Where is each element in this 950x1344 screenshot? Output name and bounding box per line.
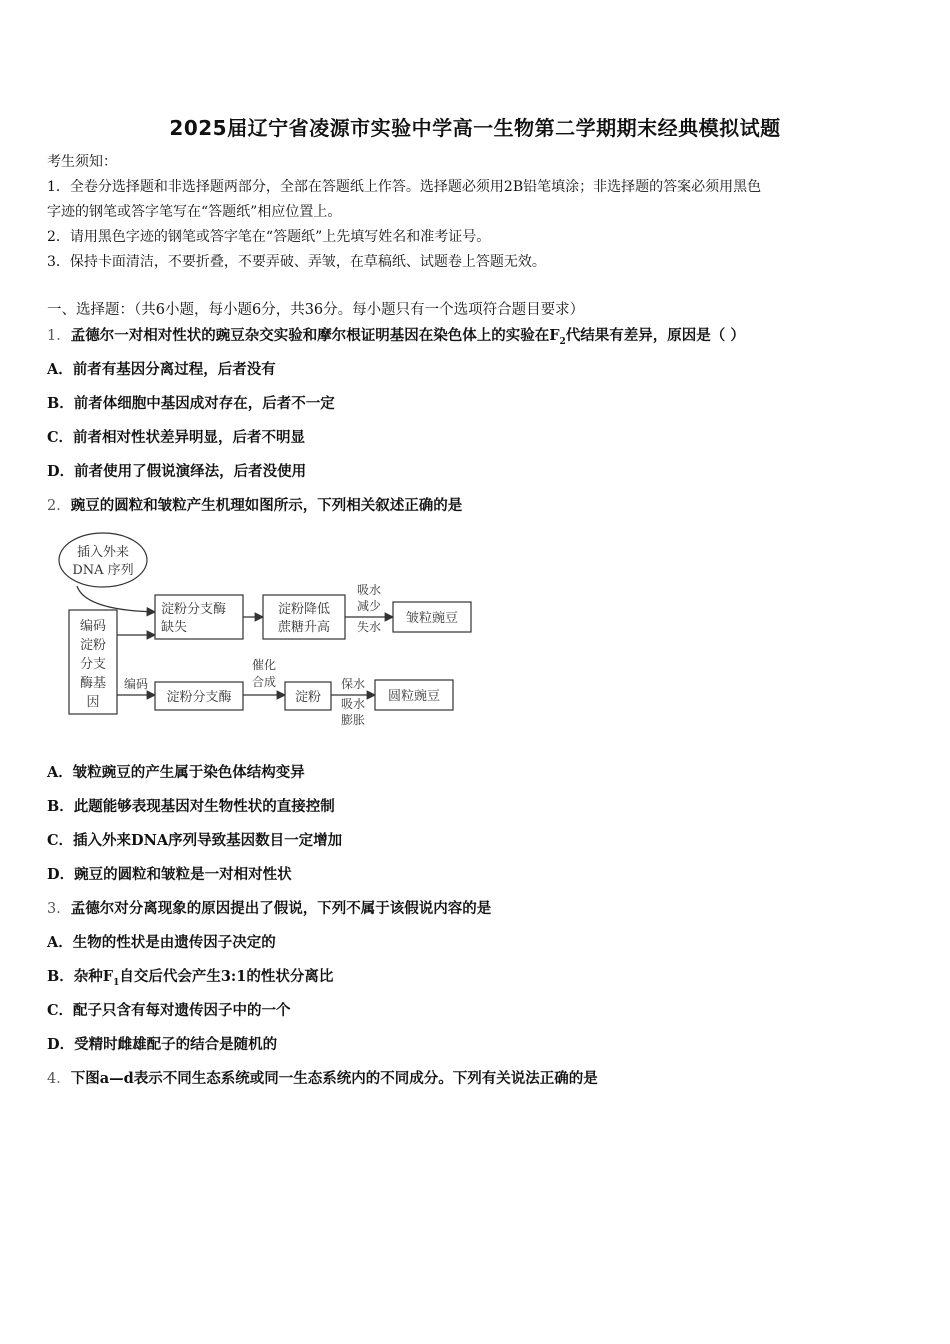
bubble-text-1: 插入外来 (76, 545, 130, 560)
keep-water-label: 保水 (340, 677, 366, 691)
enzyme-missing-text-2: 缺失 (161, 620, 188, 635)
starch-low-text-1: 淀粉降低 (277, 602, 331, 617)
absorb-label-1: 吸水 (340, 697, 366, 711)
question-number: 3． (47, 901, 71, 917)
gene-box-text-3: 分支 (79, 657, 107, 672)
question-2-option-d[interactable]: D．豌豆的圆粒和皱粒是一对相对性状 (47, 866, 292, 883)
notice-item-1: 1．全卷分选择题和非选择题两部分，全部在答题纸上作答。选择题必须用2B铅笔填涂；非选择题的答案必须用黑色 (47, 179, 762, 195)
notice-item-2: 2．请用黑色字迹的钢笔或答字笔在“答题纸”上先填写姓名和准考证号。 (47, 229, 491, 245)
enzyme-missing-text-1: 淀粉分支酶 (161, 602, 227, 617)
gene-box-text-1: 编码 (79, 619, 107, 634)
question-1-option-d[interactable]: D．前者使用了假说演绎法，后者没使用 (47, 463, 307, 480)
question-3-stem: 3．孟德尔对分离现象的原因提出了假说，下列不属于该假说内容的是 (47, 900, 492, 917)
water-label-3: 失水 (356, 620, 382, 634)
question-2-option-c[interactable]: C．插入外来DNA序列导致基因数目一定增加 (47, 832, 343, 849)
enzyme-text: 淀粉分支酶 (166, 690, 232, 705)
round-pea-text: 圆粒豌豆 (387, 689, 441, 704)
section-heading: 一、选择题：（共6小题，每小题6分，共36分。每小题只有一个选项符合题目要求） (47, 302, 585, 318)
gene-box-text-5: 因 (86, 695, 100, 710)
question-number: 4． (47, 1071, 71, 1087)
notice-heading: 考生须知： (47, 154, 117, 170)
question-3-option-a[interactable]: A．生物的性状是由遗传因子决定的 (47, 934, 276, 951)
question-3-option-d[interactable]: D．受精时雌雄配子的结合是随机的 (47, 1036, 278, 1053)
question-4-stem: 4．下图a—d表示不同生态系统或同一生态系统内的不同成分。下列有关说法正确的是 (47, 1070, 598, 1087)
question-number: 2． (47, 498, 71, 514)
question-1-option-b[interactable]: B．前者体细胞中基因成对存在，后者不一定 (47, 395, 335, 412)
gene-box-text-4: 酶基 (79, 676, 107, 691)
starch-text: 淀粉 (294, 690, 322, 705)
question-1-stem: 1．孟德尔一对相对性状的豌豆杂交实验和摩尔根证明基因在染色体上的实验在$F_2$代结果有差异，原因是（ ） (47, 327, 745, 347)
question-3-option-c[interactable]: C．配子只含有每对遗传因子中的一个 (47, 1002, 291, 1019)
question-1-option-c[interactable]: C．前者相对性状差异明显，后者不明显 (47, 429, 306, 446)
encode-label: 编码 (123, 677, 149, 691)
water-label-2: 减少 (356, 599, 382, 613)
question-2-stem: 2．豌豆的圆粒和皱粒产生机理如图所示，下列相关叙述正确的是 (47, 497, 463, 514)
question-2-option-a[interactable]: A．皱粒豌豆的产生属于染色体结构变异 (47, 764, 305, 781)
question-2-option-b[interactable]: B．此题能够表现基因对生物性状的直接控制 (47, 798, 335, 815)
catalyze-label-2: 合成 (251, 675, 277, 689)
wrinkled-pea-text: 皱粒豌豆 (405, 611, 459, 626)
gene-box-text-2: 淀粉 (79, 638, 107, 653)
catalyze-label-1: 催化 (251, 658, 277, 672)
notice-item-1-cont: 字迹的钢笔或答字笔写在“答题纸”相应位置上。 (47, 204, 342, 220)
starch-low-text-2: 蔗糖升高 (277, 620, 331, 635)
question-number: 1． (47, 328, 71, 344)
dna-insert-bubble (59, 533, 147, 587)
question-3-option-b[interactable]: B．杂种$F_1$自交后代会产生3:1的性状分离比 (47, 968, 334, 988)
bubble-text-2: DNA 序列 (72, 563, 134, 578)
page-title: 2025届辽宁省凌源市实验中学高一生物第二学期期末经典模拟试题 (169, 116, 781, 140)
question-1-option-a[interactable]: A．前者有基因分离过程，后者没有 (47, 361, 276, 378)
water-label-1: 吸水 (356, 583, 382, 597)
absorb-label-2: 膨胀 (340, 713, 366, 727)
pea-mechanism-diagram (55, 530, 485, 735)
notice-item-3: 3．保持卡面清洁，不要折叠，不要弄破、弄皱，在草稿纸、试题卷上答题无效。 (47, 254, 546, 270)
